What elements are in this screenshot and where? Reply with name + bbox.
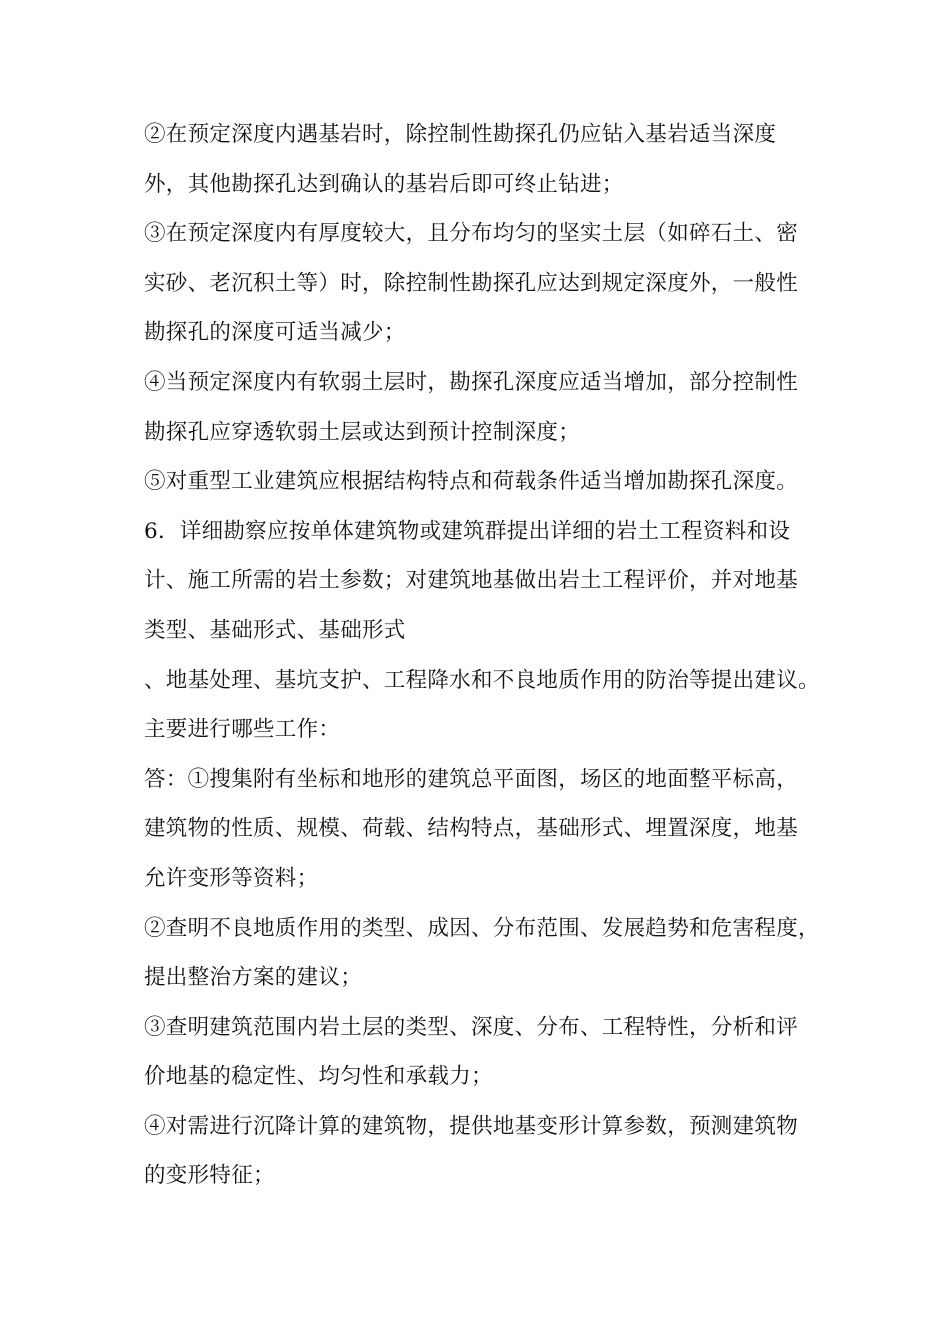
text-line: 勘探孔的深度可适当减少； — [144, 320, 406, 346]
text-line: 实砂、老沉积土等）时，除控制性勘探孔应达到规定深度外，一般性 — [144, 270, 799, 296]
text-line: ③查明建筑范围内岩土层的类型、深度、分布、工程特性，分析和评 — [144, 1014, 799, 1040]
text-line: ⑤对重型工业建筑应根据结构特点和荷载条件适当增加勘探孔深度。 — [144, 469, 799, 495]
text-line: 类型、基础形式、基础形式 — [144, 617, 406, 643]
text-line: 价地基的稳定性、均匀性和承载力； — [144, 1064, 493, 1090]
text-line: 6．详细勘察应按单体建筑物或建筑群提出详细的岩土工程资料和设 — [144, 518, 791, 544]
text-line: 允许变形等资料； — [144, 865, 319, 891]
text-line: ②查明不良地质作用的类型、成因、分布范围、发展趋势和危害程度， — [144, 915, 820, 941]
text-line: 的变形特征； — [144, 1163, 275, 1189]
text-line: 主要进行哪些工作： — [144, 717, 341, 743]
text-line: 计、施工所需的岩土参数；对建筑地基做出岩土工程评价，并对地基 — [144, 568, 799, 594]
document-body — [144, 110, 820, 1201]
text-line: 勘探孔应穿透软弱土层或达到预计控制深度； — [144, 419, 581, 445]
text-line: 、地基处理、基坑支护、工程降水和不良地质作用的防治等提出建议。 — [144, 667, 820, 693]
text-line: 提出整治方案的建议； — [144, 965, 363, 991]
text-line: ④当预定深度内有软弱土层时，勘探孔深度应适当增加，部分控制性 — [144, 369, 799, 395]
text-line: ④对需进行沉降计算的建筑物，提供地基变形计算参数，预测建筑物 — [144, 1113, 799, 1139]
text-line: ③在预定深度内有厚度较大，且分布均匀的坚实土层（如碎石土、密 — [144, 221, 799, 247]
text-line: 外，其他勘探孔达到确认的基岩后即可终止钻进； — [144, 171, 624, 197]
text-line: ②在预定深度内遇基岩时，除控制性勘探孔仍应钻入基岩适当深度 — [144, 122, 777, 147]
text-line: 答：①搜集附有坐标和地形的建筑总平面图，场区的地面整平标高， — [144, 766, 799, 792]
text-line: 建筑物的性质、规模、荷载、结构特点，基础形式、埋置深度，地基 — [144, 816, 799, 842]
